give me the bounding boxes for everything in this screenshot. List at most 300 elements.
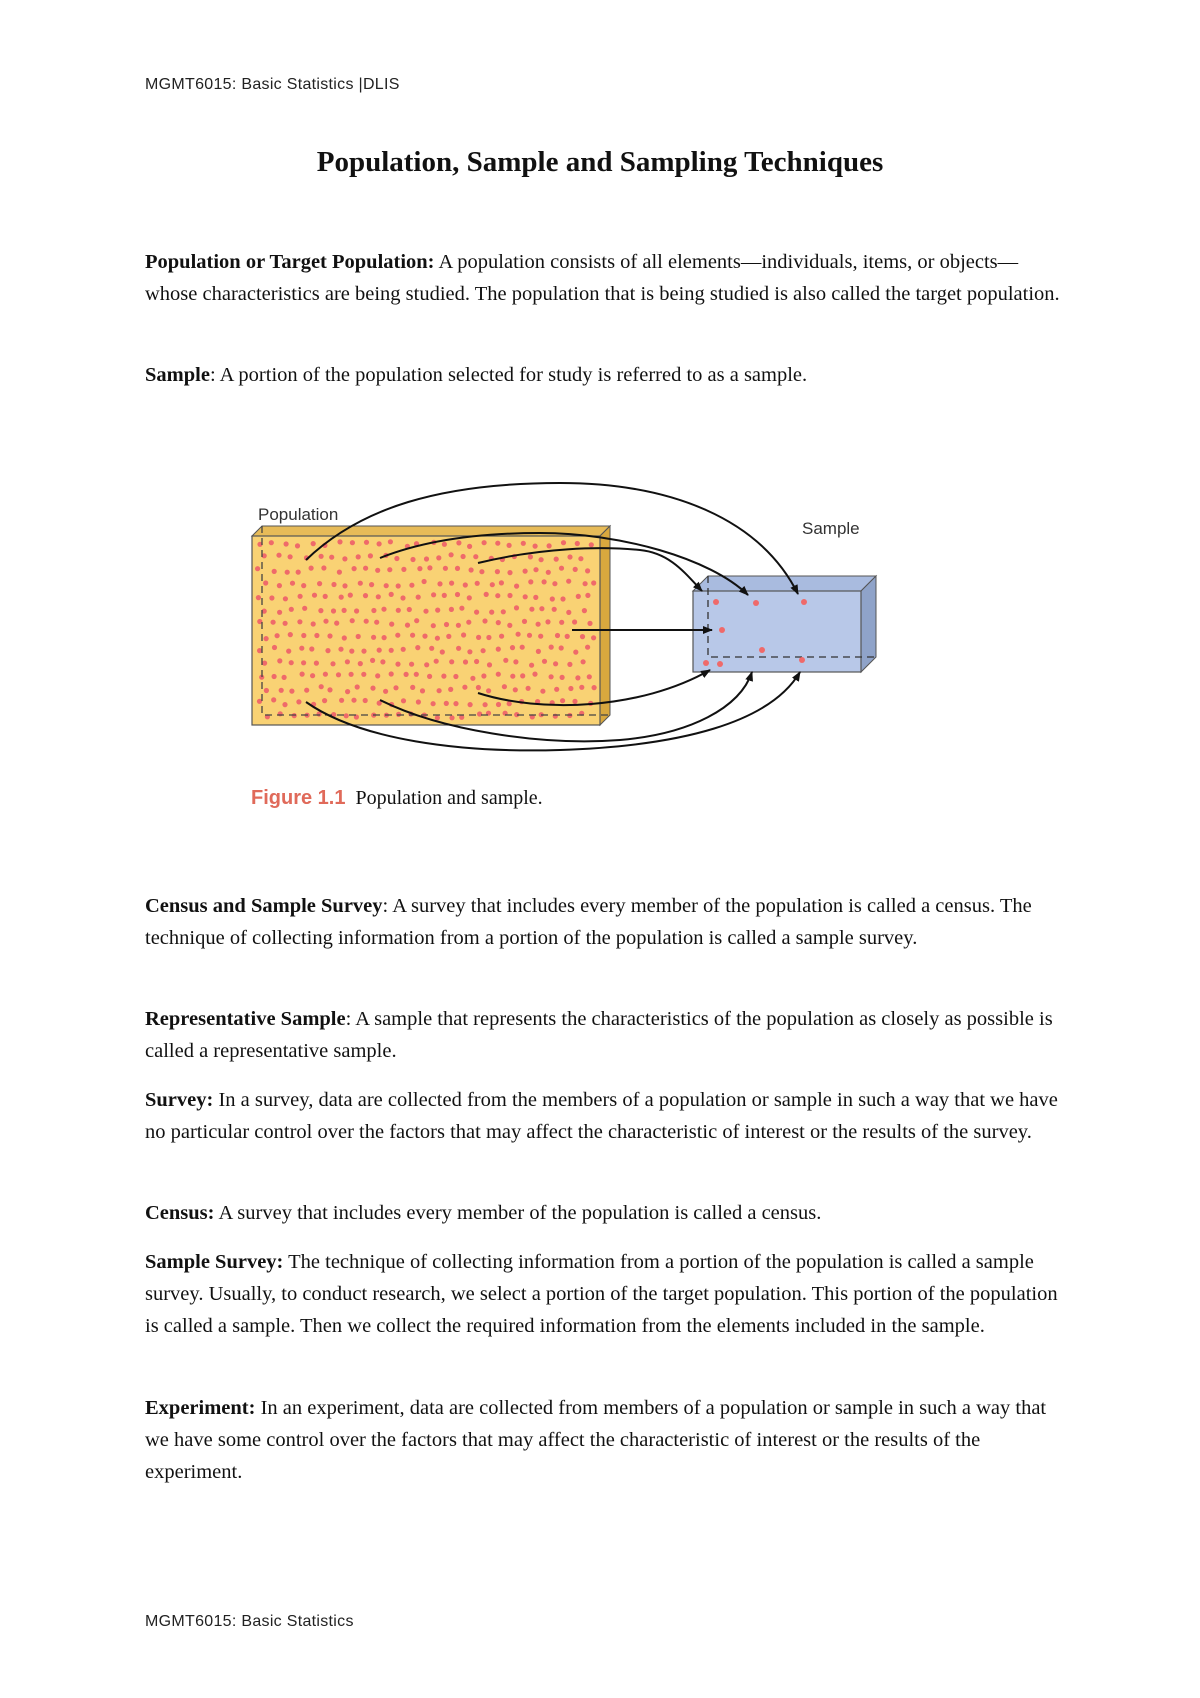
population-dot [583, 581, 588, 586]
population-dot [550, 596, 555, 601]
population-dot [422, 634, 427, 639]
population-dot [538, 634, 543, 639]
population-dot [369, 582, 374, 587]
population-dot [587, 674, 592, 679]
population-dot [383, 689, 388, 694]
population-dot [271, 697, 276, 702]
population-dot [560, 596, 565, 601]
population-dot [552, 607, 557, 612]
population-dot [567, 554, 572, 559]
sample-dot [801, 599, 807, 605]
population-dot [380, 659, 385, 664]
population-dot [295, 543, 300, 548]
population-dot [467, 649, 472, 654]
population-dot [339, 698, 344, 703]
population-dot [257, 699, 262, 704]
population-dot [496, 647, 501, 652]
definition-text: In a survey, data are collected from the members of a population or sample in such a way that we have no particular control over the factors that may affect the characteristic of interest or the results of the survey. [145, 1089, 1058, 1143]
population-dot [533, 595, 538, 600]
population-dot [401, 647, 406, 652]
population-dot [410, 685, 415, 690]
population-dot [325, 648, 330, 653]
population-dot [440, 649, 445, 654]
population-dot [368, 553, 373, 558]
population-dot [526, 686, 531, 691]
population-dot [533, 544, 538, 549]
population-dot [456, 623, 461, 628]
population-dot [429, 646, 434, 651]
population-dot [453, 701, 458, 706]
population-dot [350, 618, 355, 623]
population-dot [559, 645, 564, 650]
population-dot [304, 688, 309, 693]
population-dot [554, 687, 559, 692]
population-dot [434, 659, 439, 664]
population-dot [301, 633, 306, 638]
population-dot [463, 582, 468, 587]
population-dot [427, 674, 432, 679]
population-dot [499, 634, 504, 639]
population-dot [529, 607, 534, 612]
population-dot [356, 554, 361, 559]
population-dot [463, 659, 468, 664]
population-dot [455, 592, 460, 597]
population-dot [514, 584, 519, 589]
population-dot [361, 672, 366, 677]
population-dot [553, 661, 558, 666]
term-survey: Survey: [145, 1089, 214, 1111]
population-dot [269, 595, 274, 600]
population-dot [401, 698, 406, 703]
sample-box-top [693, 576, 876, 591]
population-dot [444, 701, 449, 706]
population-dot [264, 636, 269, 641]
population-dot [481, 673, 486, 678]
population-dot [349, 672, 354, 677]
population-dot [431, 701, 436, 706]
population-dot [575, 675, 580, 680]
population-dot [297, 619, 302, 624]
population-dot [339, 595, 344, 600]
population-dot [323, 594, 328, 599]
sample-dot [717, 661, 723, 667]
population-dot [407, 607, 412, 612]
definition-text: A population consists of all elements—individuals, items, or objects—whose characteristics are being studied. The population that is being studied is also called the target population. [145, 251, 1060, 305]
population-dot [371, 608, 376, 613]
population-dot [449, 581, 454, 586]
definition-representative-sample [145, 1003, 1065, 1067]
population-dot [282, 675, 287, 680]
population-dot [476, 635, 481, 640]
population-dot [572, 619, 577, 624]
population-dot [560, 698, 565, 703]
population-dot [581, 659, 586, 664]
population-dot [459, 606, 464, 611]
population-dot [381, 607, 386, 612]
population-dot [404, 672, 409, 677]
population-dot [456, 540, 461, 545]
population-dot [585, 593, 590, 598]
population-dot [461, 554, 466, 559]
sample-dot [713, 599, 719, 605]
population-dot [405, 623, 410, 628]
population-dot [277, 583, 282, 588]
population-dot [284, 541, 289, 546]
population-dot [312, 593, 317, 598]
sample-dot [753, 600, 759, 606]
population-dot [262, 661, 267, 666]
population-dot [334, 621, 339, 626]
population-dot [547, 543, 552, 548]
population-dot [299, 646, 304, 651]
population-dot [453, 674, 458, 679]
population-dot [409, 662, 414, 667]
population-dot [479, 569, 484, 574]
population-dot [255, 566, 260, 571]
definition-text: : A survey that includes every member of the population is called a census. The technique of collecting information from a portion of the population is called a sample survey. [145, 895, 1032, 949]
term-representative-sample: Representative Sample [145, 1008, 346, 1030]
population-dot [400, 595, 405, 600]
population-dot [363, 566, 368, 571]
population-dot [348, 593, 353, 598]
population-dot [363, 698, 368, 703]
population-dot [573, 567, 578, 572]
population-dot [374, 620, 379, 625]
population-dot [279, 688, 284, 693]
population-dot [442, 542, 447, 547]
population-dot [466, 620, 471, 625]
population-dot [352, 566, 357, 571]
population-box-side [600, 526, 610, 725]
population-dot [317, 581, 322, 586]
definition-census [145, 1197, 1065, 1229]
population-dot [527, 633, 532, 638]
population-dot [484, 592, 489, 597]
population-dot [393, 685, 398, 690]
population-dot [473, 554, 478, 559]
population-dot [468, 702, 473, 707]
population-dot [283, 621, 288, 626]
population-dot [449, 552, 454, 557]
population-dot [384, 583, 389, 588]
definition-sample [145, 359, 1065, 391]
population-dot [345, 689, 350, 694]
definition-population [145, 246, 1065, 310]
population-dot [289, 607, 294, 612]
population-dot [502, 684, 507, 689]
population-dot [330, 661, 335, 666]
population-dot [298, 594, 303, 599]
sample-label: Sample [802, 519, 860, 538]
population-dot [477, 711, 482, 716]
population-dot [435, 608, 440, 613]
page-header: MGMT6015: Basic Statistics |DLIS [145, 76, 400, 93]
population-dot [276, 553, 281, 558]
population-dot [264, 688, 269, 693]
population-dot [520, 673, 525, 678]
population-dot [507, 570, 512, 575]
population-dot [356, 634, 361, 639]
population-dot [467, 544, 472, 549]
population-dot [523, 594, 528, 599]
population-dot [487, 662, 492, 667]
population-dot [496, 620, 501, 625]
population-dot [301, 660, 306, 665]
population-dot [318, 608, 323, 613]
population-sample-figure [240, 478, 900, 753]
population-dot [565, 634, 570, 639]
population-dot [554, 557, 559, 562]
population-dot [309, 646, 314, 651]
term-experiment: Experiment: [145, 1397, 256, 1419]
population-dot [486, 635, 491, 640]
population-dot [395, 633, 400, 638]
population-dot [327, 687, 332, 692]
population-dot [311, 621, 316, 626]
population-dot [510, 674, 515, 679]
population-dot [354, 608, 359, 613]
population-dot [496, 702, 501, 707]
population-dot [345, 659, 350, 664]
population-dot [441, 674, 446, 679]
population-dot [587, 621, 592, 626]
population-dot [282, 702, 287, 707]
population-dot [427, 565, 432, 570]
population-dot [483, 702, 488, 707]
population-dot [423, 609, 428, 614]
definition-survey [145, 1084, 1065, 1148]
population-dot [444, 622, 449, 627]
population-dot [387, 567, 392, 572]
population-dot [361, 649, 366, 654]
population-dot [592, 685, 597, 690]
population-dot [319, 554, 324, 559]
definition-text: The technique of collecting information from a portion of the population is called a sample survey. Usually, to conduct research, we select a portion of the target population. This portion of the population is called a sample. Then we collect the required information from the elements included in the sample. [145, 1251, 1058, 1337]
population-dot [546, 570, 551, 575]
population-dot [416, 595, 421, 600]
sample-dot [799, 657, 805, 663]
population-dot [435, 636, 440, 641]
figure-caption-label: Figure 1.1 [251, 787, 346, 809]
population-dot [290, 581, 295, 586]
population-dot [296, 699, 301, 704]
population-dot [364, 619, 369, 624]
population-dot [462, 685, 467, 690]
population-dot [520, 645, 525, 650]
population-dot [495, 569, 500, 574]
term-census: Census: [145, 1202, 215, 1224]
population-dot [323, 672, 328, 677]
population-dot [309, 566, 314, 571]
population-dot [489, 610, 494, 615]
population-dot [410, 633, 415, 638]
population-dot [568, 686, 573, 691]
population-dot [449, 607, 454, 612]
population-dot [576, 594, 581, 599]
population-dot [424, 662, 429, 667]
population-dot [355, 684, 360, 689]
population-dot [437, 688, 442, 693]
population-dot [528, 554, 533, 559]
sample-dot [703, 660, 709, 666]
population-dot [436, 555, 441, 560]
population-dot [591, 580, 596, 585]
population-dot [545, 619, 550, 624]
population-dot [263, 580, 268, 585]
term-sample: Sample [145, 364, 210, 386]
population-dot [542, 659, 547, 664]
population-dot [420, 688, 425, 693]
population-dot [461, 632, 466, 637]
population-dot [589, 542, 594, 547]
population-dot [540, 689, 545, 694]
population-dot [289, 689, 294, 694]
population-dot [582, 608, 587, 613]
population-dot [513, 659, 518, 664]
population-dot [314, 661, 319, 666]
population-dot [350, 540, 355, 545]
population-dot [542, 579, 547, 584]
population-dot [414, 618, 419, 623]
population-dot [523, 569, 528, 574]
population-dot [516, 632, 521, 637]
population-dot [567, 662, 572, 667]
population-dot [561, 540, 566, 545]
population-dot [389, 592, 394, 597]
population-dot [532, 672, 537, 677]
population-dot [431, 623, 436, 628]
population-dot [507, 593, 512, 598]
figure-caption [251, 787, 543, 810]
population-dot [288, 554, 293, 559]
population-dot [338, 647, 343, 652]
population-dot [358, 581, 363, 586]
population-label: Population [258, 505, 339, 524]
population-dot [351, 698, 356, 703]
population-dot [528, 579, 533, 584]
population-dot [474, 610, 479, 615]
population-dot [446, 634, 451, 639]
term-sample-survey: Sample Survey: [145, 1251, 284, 1273]
population-dot [377, 648, 382, 653]
population-dot [456, 646, 461, 651]
population-dot [311, 541, 316, 546]
population-dot [269, 540, 274, 545]
population-dot [455, 566, 460, 571]
population-dot [288, 632, 293, 637]
sample-dot [759, 647, 765, 653]
population-dot [300, 672, 305, 677]
population-dot [417, 566, 422, 571]
population-dot [336, 672, 341, 677]
population-dot [522, 619, 527, 624]
population-dot [289, 660, 294, 665]
definition-text: : A sample that represents the characteristics of the population as closely as possible is called a representative sample. [145, 1008, 1053, 1062]
population-dot [314, 633, 319, 638]
population-dot [301, 583, 306, 588]
population-dot [501, 609, 506, 614]
population-dot [376, 594, 381, 599]
term-census-and-sample-survey: Census and Sample Survey [145, 895, 383, 917]
population-dot [579, 685, 584, 690]
population-dot [549, 645, 554, 650]
population-dot [552, 581, 557, 586]
figure-caption-text: Population and sample. [355, 787, 543, 809]
definition-text: : A portion of the population selected for study is referred to as a sample. [209, 364, 808, 386]
population-dot [422, 579, 427, 584]
population-dot [323, 619, 328, 624]
population-dot [327, 633, 332, 638]
population-dot [358, 661, 363, 666]
population-dot [322, 698, 327, 703]
population-dot [449, 659, 454, 664]
population-dot [476, 685, 481, 690]
population-dot [536, 649, 541, 654]
population-dot [521, 541, 526, 546]
population-dot [573, 650, 578, 655]
population-dot [499, 580, 504, 585]
definition-text: A survey that includes every member of the population is called a census. [214, 1202, 822, 1224]
population-dot [533, 567, 538, 572]
population-dot [389, 648, 394, 653]
population-dot [575, 541, 580, 546]
population-dot [337, 539, 342, 544]
population-dot [513, 687, 518, 692]
population-dot [364, 540, 369, 545]
population-dot [271, 620, 276, 625]
population-dot [585, 645, 590, 650]
population-dot [475, 581, 480, 586]
sample-dot [719, 627, 725, 633]
population-dot [414, 672, 419, 677]
population-dot [580, 634, 585, 639]
population-dot [435, 715, 440, 720]
population-dot [591, 635, 596, 640]
population-dot [560, 675, 565, 680]
population-dot [342, 608, 347, 613]
population-dot [394, 556, 399, 561]
population-dot [370, 686, 375, 691]
population-box [252, 536, 600, 725]
population-dot [536, 622, 541, 627]
population-dot [382, 635, 387, 640]
population-dot [409, 583, 414, 588]
population-dot [344, 713, 349, 718]
population-dot [283, 596, 288, 601]
population-dot [396, 583, 401, 588]
population-dot [559, 620, 564, 625]
population-dot [495, 593, 500, 598]
population-dot [510, 645, 515, 650]
population-dot [507, 623, 512, 628]
population-dot [371, 635, 376, 640]
population-dot [277, 658, 282, 663]
population-dot [482, 618, 487, 623]
population-dot [377, 541, 382, 546]
population-dot [388, 539, 393, 544]
population-dot [469, 567, 474, 572]
population-dot [467, 595, 472, 600]
population-dot [495, 541, 500, 546]
population-dot [396, 608, 401, 613]
definition-experiment [145, 1392, 1065, 1488]
population-dot [331, 582, 336, 587]
population-dot [342, 583, 347, 588]
population-dot [443, 566, 448, 571]
population-dot [555, 633, 560, 638]
population-dot [566, 579, 571, 584]
population-dot [342, 556, 347, 561]
